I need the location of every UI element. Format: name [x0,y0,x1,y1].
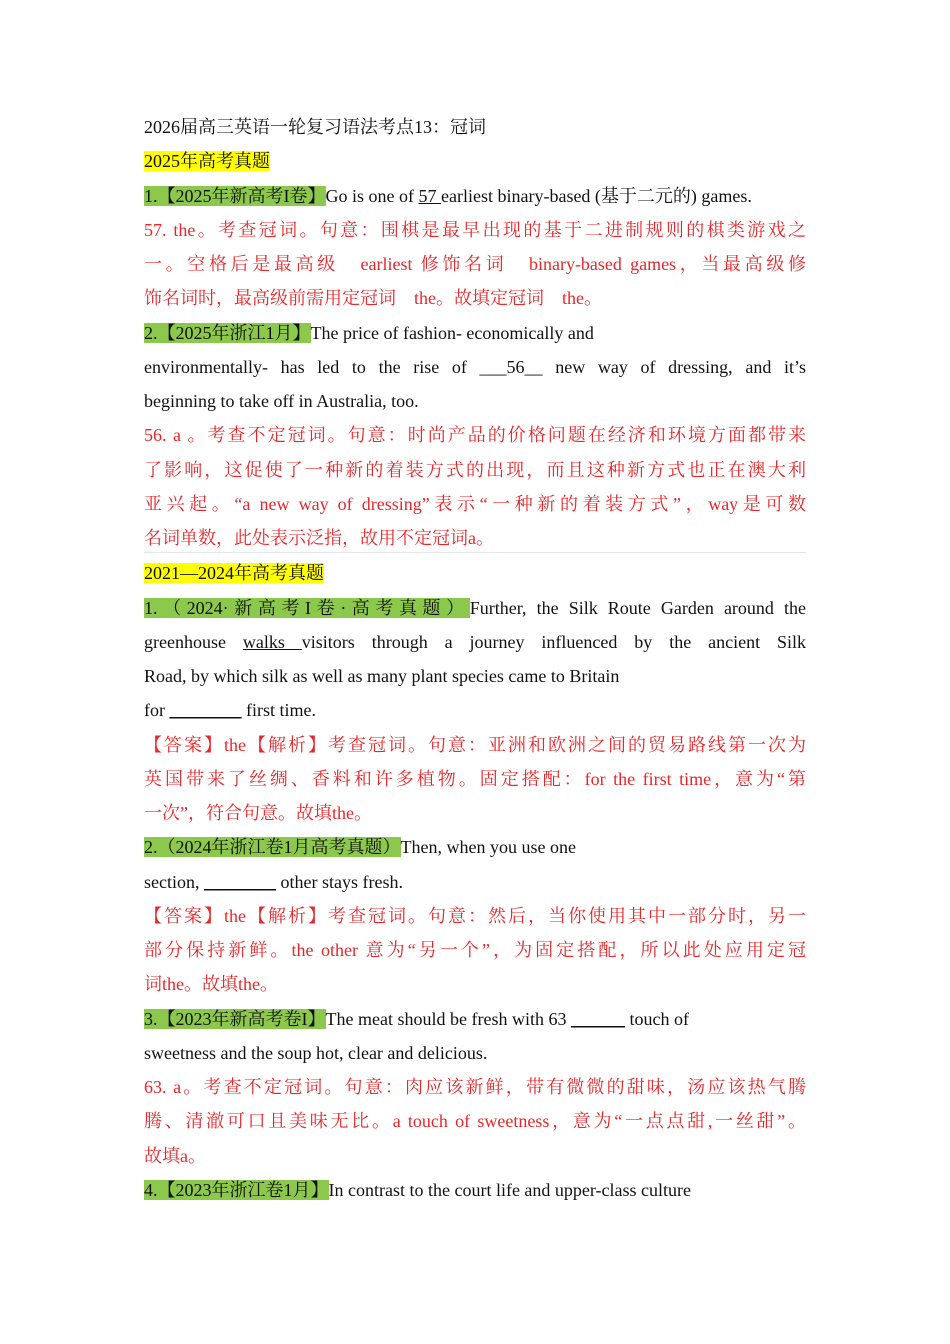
text-run: 2026届高三英语一轮复习语法考点13：冠词 [144,117,486,137]
question-source-label: 2.【2025年浙江1月】 [144,322,311,343]
section-heading: 2025年高考真题 [144,151,270,172]
q2-2025-line [144,384,806,418]
q2-2025-line [144,350,806,384]
text-run: other stays fresh. [276,871,403,892]
section-heading-2021-2024-line [144,556,806,590]
text-run: 63. a。考查不定冠词。句意：肉应该新鲜，带有微微的甜味，汤应该热气腾 [144,1077,806,1097]
section-heading: 2021—2024年高考真题 [144,563,324,584]
text-run: 57. the。考查冠词。句意：围棋是最早出现的基于二进制规则的棋类游戏之 [144,219,806,240]
text-run: Road, by which silk as well as many plant species came to Britain [144,666,620,686]
q4-2023-line [144,1173,806,1207]
a1-2024-line [144,728,806,762]
blank-underline: ________ [169,700,242,721]
q3-2023-line [144,1036,806,1070]
a3-2023-line [144,1104,806,1138]
text-run: 部分保持新鲜。the other 意为“另一个”，为固定搭配，所以此处应用定冠 [144,940,806,960]
a2-2025-line [144,418,806,452]
text-run: sweetness and the soup hot, clear and delicious. [144,1042,488,1063]
question-source-label: 4.【2023年浙江卷1月】 [144,1179,329,1200]
a1-2024-line [144,762,806,796]
text-run: greenhouse [144,631,243,652]
a2-2024-line [144,967,806,1001]
a2-2024-line [144,933,806,967]
text-run: earliest binary-based (基于二元的) games. [441,185,752,206]
blank-underline: ______ [570,1008,625,1029]
question-source-label: 2.（2024年浙江卷1月高考真题） [144,837,401,858]
a2-2025-line [144,453,806,487]
text-run: 【答案】the【解析】考查冠词。句意：然后，当你使用其中一部分时，另一 [144,905,806,926]
text-run: visitors through a journey influenced by the ancient Silk [301,631,806,652]
text-run: 名词单数，此处表示泛指，故用不定冠词a。 [144,528,494,548]
q2-2024-line [144,830,806,864]
text-run: 了影响，这促使了一种新的着装方式的出现，而且这种新方式也正在澳大利 [144,459,806,480]
a1-2024-line [144,796,806,830]
text-run: touch of [624,1008,689,1029]
document-page [144,110,806,1207]
text-run: section, [144,871,204,892]
q1-2024-line [144,693,806,727]
text-run: Then, when you use one [400,837,576,858]
text-run: 56. a 。考查不定冠词。句意：时尚产品的价格问题在经济和环境方面都带来 [144,425,806,446]
a3-2023-line [144,1070,806,1104]
a1-2025-line [144,247,806,281]
text-run: 一。空格后是最高级 earliest 修饰名词 binary-based games，当最高级修 [144,254,806,274]
a2-2025-line [144,487,806,521]
question-source-label: 1.【2025年新高考I卷】 [144,185,326,206]
q2-2025-line [144,316,806,350]
text-run: The meat should be fresh with 63 [325,1008,571,1029]
text-run: 一次”，符合句意。故填the。 [144,803,372,823]
q1-2024-line [144,659,806,693]
blank-underline: walks [242,631,302,652]
question-source-label: 1.（2024·新高考I卷·高考真题） [144,597,470,618]
text-run: first time. [241,700,316,721]
q2-2024-line [144,865,806,899]
q1-2024-line [144,625,806,659]
text-run: 腾、清澈可口且美味无比。a touch of sweetness，意为“一点点甜,一丝甜”。 [144,1111,806,1132]
doc-title-line [144,110,806,144]
question-source-label: 3.【2023年新高考卷I】 [144,1008,326,1029]
a1-2025-line [144,213,806,247]
a1-2025-line [144,281,806,315]
text-run: 故填a。 [144,1145,206,1166]
q1-2024-line [144,591,806,625]
text-run: environmentally- has led to the rise of ___56__ new way of dressing, and it’s [144,356,806,377]
text-run: beginning to take off in Australia, too. [144,391,419,411]
text-run: 词the。故填the。 [144,974,278,995]
q3-2023-line [144,1002,806,1036]
text-run: 【答案】the【解析】考查冠词。句意：亚洲和欧洲之间的贸易路线第一次为 [144,734,806,755]
section-heading-2025-line [144,144,806,178]
a3-2023-line [144,1139,806,1173]
blank-underline: ________ [204,871,276,892]
text-run: In contrast to the court life and upper-class culture [328,1179,692,1200]
text-run: Go is one of [325,185,419,206]
text-run: for [144,700,170,721]
text-run: The price of fashion- economically and [310,322,594,343]
blank-underline: 57 [418,185,441,206]
a2-2025-line [144,521,806,555]
text-run: 亚兴起。“a new way of dressing”表示“一种新的着装方式”，way是可数 [144,493,806,514]
text-run: Further, the Silk Route Garden around the [469,597,806,618]
a2-2024-line [144,899,806,933]
text-run: 英国带来了丝绸、香料和许多植物。固定搭配：for the first time，意为“第 [144,768,806,789]
q1-2025-line [144,179,806,213]
text-run: 饰名词时，最高级前需用定冠词 the。故填定冠词 the。 [144,288,602,309]
